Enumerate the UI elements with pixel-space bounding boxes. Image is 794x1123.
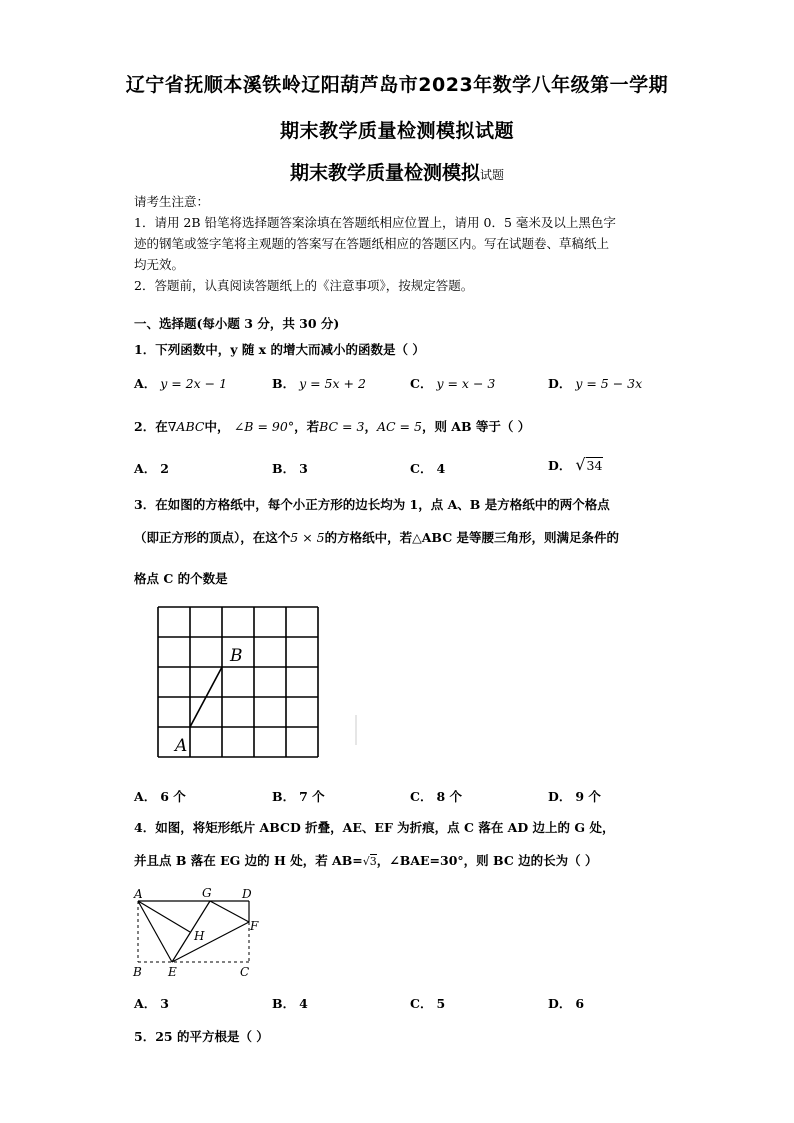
title-line-3 <box>0 158 794 185</box>
q4-line-1: 4．如图，将矩形纸片 ABCD 折叠，AE、EF 为折痕，点 C 落在 AD 边上的 G 处， <box>134 820 615 835</box>
q4-option-a: A． 3 <box>134 996 169 1011</box>
sqrt-symbol: √ <box>575 455 586 474</box>
q2-option-b: B． 3 <box>272 461 308 476</box>
grid-lines <box>158 607 318 757</box>
q3-grid-figure <box>150 603 390 763</box>
q4-sqrt-radicand: 3 <box>369 855 377 868</box>
q2-option-d: D． √34 <box>548 455 603 474</box>
q5-stem: 5．25 的平方根是（ ） <box>134 1029 269 1044</box>
point-label-b: B <box>133 965 142 979</box>
point-label-g: G <box>202 886 212 900</box>
q3-option-c: C． 8 个 <box>410 789 462 804</box>
q3-line-2: （即正方形的顶点），在这个5 × 5的方格纸中，若△ABC 是等腰三角形，则满足条件的 <box>134 530 620 545</box>
notice-heading: 请考生注意： <box>134 194 210 209</box>
q3-option-a: A． 6 个 <box>134 789 186 804</box>
q4-option-b: B． 4 <box>272 996 308 1011</box>
q2-stem: 2．在∇ABC中， ∠B = 90°，若BC = 3，AC = 5，则 AB 等于（ ） <box>134 419 531 434</box>
point-label-a: A <box>175 736 188 756</box>
title-line-1: 辽宁省抚顺本溪铁岭辽阳葫芦岛市2023年数学八年级第一学期 <box>125 74 669 96</box>
q3-line-1: 3．在如图的方格纸中，每个小正方形的边长均为 1，点 A、B 是方格纸中的两个格点 <box>134 497 610 512</box>
q3-line-3: 格点 C 的个数是 <box>134 571 228 586</box>
notice-item-1-line-1: 1．请用 2B 铅笔将选择题答案涂填在答题纸相应位置上，请用 0．5 毫米及以上黑色字 <box>134 215 616 230</box>
point-label-a: A <box>134 887 143 901</box>
q4-option-c: C． 5 <box>410 996 446 1011</box>
notice-item-1-line-3: 均无效。 <box>134 257 185 272</box>
q3-option-b: B． 7 个 <box>272 789 325 804</box>
notice-item-1-line-2: 迹的钢笔或签字笔将主观题的答案写在答题纸相应的答题区内。写在试题卷、草稿纸上 <box>134 236 610 251</box>
q2-option-c: C． 4 <box>410 461 446 476</box>
title-line-3-small: 试题 <box>480 168 505 182</box>
q1-option-d: D． y = 5 − 3x <box>548 376 643 391</box>
point-label-h: H <box>194 929 205 943</box>
q3-option-d: D． 9 个 <box>548 789 601 804</box>
point-label-c: C <box>240 965 250 979</box>
point-label-e: E <box>168 965 177 979</box>
q1-option-b: B． y = 5x + 2 <box>272 376 366 391</box>
q4-rectangle-figure <box>128 884 268 980</box>
q4-line-2: 并且点 B 落在 EG 边的 H 处，若 AB=√3，∠BAE=30°，则 BC 边的长为（ ） <box>134 853 598 868</box>
q1-option-c: C． y = x − 3 <box>410 376 496 391</box>
point-label-f: F <box>250 919 259 933</box>
q1-stem: 1．下列函数中，y 随 x 的增大而减小的函数是（ ） <box>134 342 425 357</box>
point-label-b: B <box>230 646 243 666</box>
q2-option-d-radicand: 34 <box>586 458 603 473</box>
notice-item-2: 2．答题前，认真阅读答题纸上的《注意事项》，按规定答题。 <box>134 278 474 293</box>
section-1-heading: 一、选择题(每小题 3 分，共 30 分) <box>134 316 340 331</box>
title-line-2: 期末教学质量检测模拟试题 <box>279 120 514 142</box>
q2-option-a: A． 2 <box>134 461 169 476</box>
point-label-d: D <box>242 887 252 901</box>
q4-option-d: D． 6 <box>548 996 585 1011</box>
q1-option-a: A． y = 2x − 1 <box>134 376 228 391</box>
title-line-3-main: 期末教学质量检测模拟 <box>289 162 480 184</box>
